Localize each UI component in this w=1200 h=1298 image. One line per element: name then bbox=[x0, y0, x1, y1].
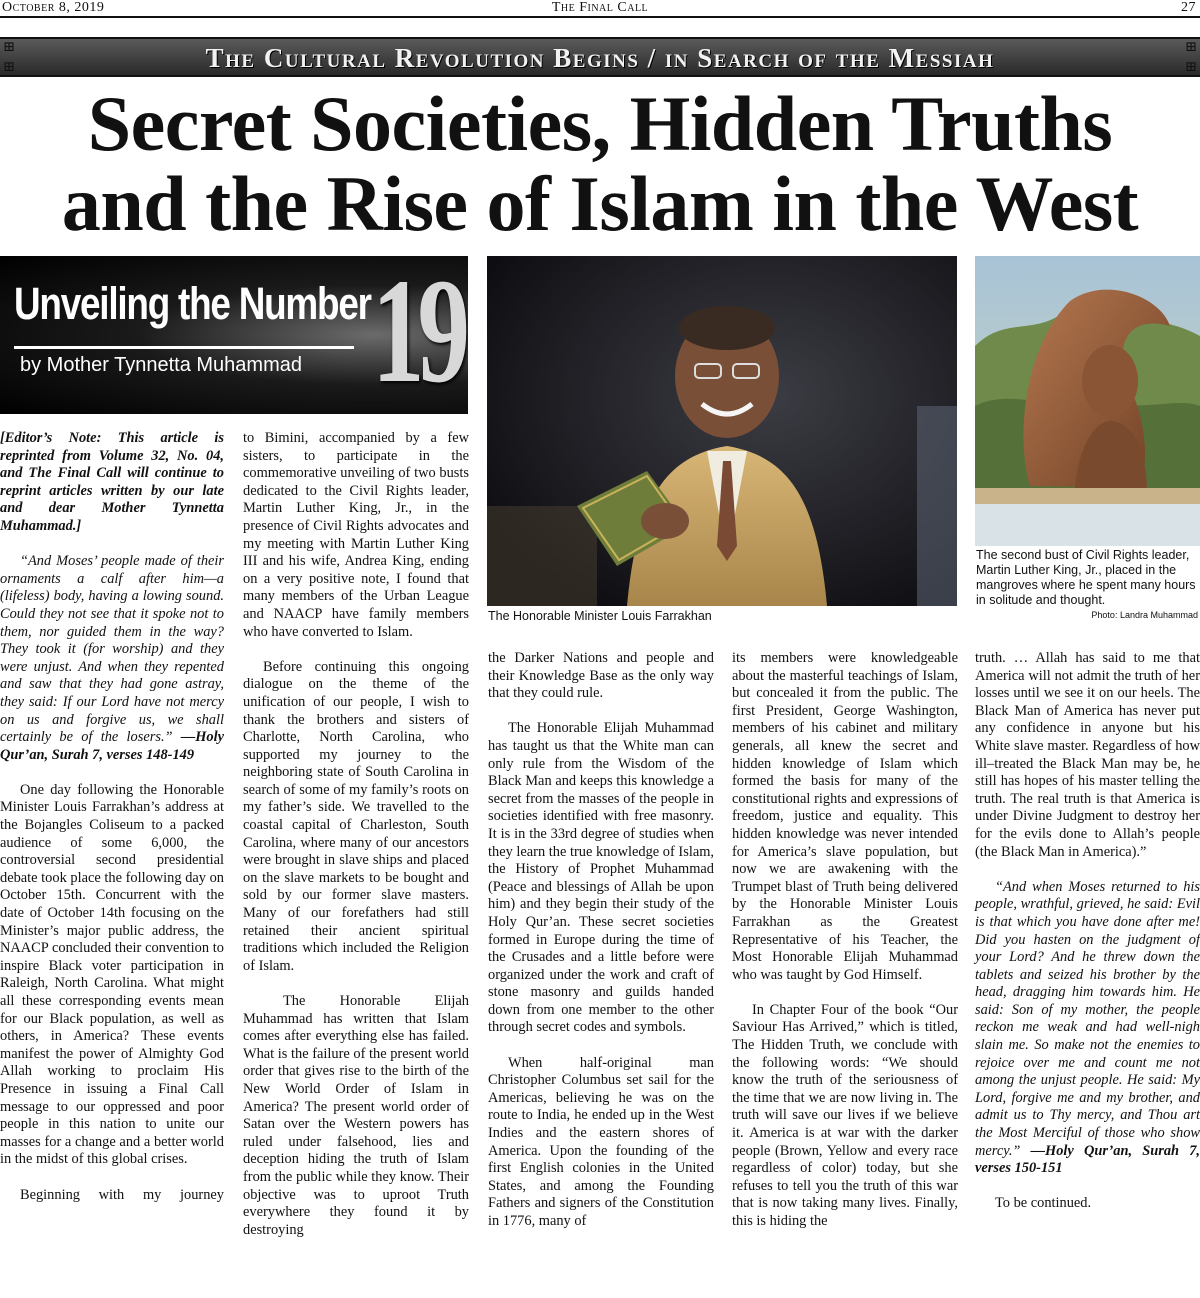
section-banner-title: The Cultural Revolution Begins / in Search of the Messiah bbox=[205, 43, 995, 73]
spacer bbox=[0, 764, 224, 782]
paragraph-3: Before continuing this ongoing dialogue on the theme of the unification of our people, I wish to thank the brothers and sisters of Charlotte, North Carolina, who supported my journey to the neighboring state of South Carolina in search of some of my family’s roots on my father’s side. We travelled to the coastal capital of Charleston, South Carolina, where many of our ancestors were brought in slave ships and placed on the slave markets to be bought and sold by our former slave masters. Many of our forefathers had still retained their ancient spiritual traditions which included the Religion of Islam. bbox=[243, 658, 469, 974]
corner-ornament-icon: ⊞ bbox=[3, 60, 15, 75]
photo-mlk-bust-illustration bbox=[975, 256, 1200, 546]
column-logo-number: 19 bbox=[372, 256, 463, 414]
article-headline bbox=[0, 80, 1200, 247]
corner-ornament-icon: ⊞ bbox=[1185, 40, 1197, 55]
paragraph-6-start: When half-original man Christopher Columbus set sail for the Americas, believing he was on the route to India, he ended up in the West Indies and the eastern shores of America. Upon the founding of the first English colonies in the United States, and among the Founding Fathers and signers of the Constitution in 1776, many of bbox=[488, 1054, 714, 1229]
article-column-1 bbox=[0, 430, 224, 1222]
article-column-2 bbox=[243, 430, 469, 1257]
headline-line-1: Secret Societies, Hidden Truths bbox=[87, 80, 1113, 167]
paragraph-6-continued: its members were knowledgeable about the masterful teachings of Islam, but concealed it from the public. The first President, George Washington, members of his cabinet and military generals, all knew the secret and hidden knowledge of Islam which formed the basis for many of the constitutional rights and expressions of freedom, justice and equality. This hidden knowledge was never intended for America’s slave population, but now we are awakening with the Trumpet blast of Truth being delivered by the Honorable Minister Louis Farrakhan as the Greatest Representative of his Teacher, the Most Honorable Elijah Muhammad who was taught by God Himself. bbox=[732, 650, 958, 983]
closing-quote-text: “And when Moses returned to his people, wrathful, grieved, he said: Evil is that which you have done after me! Did you hasten on the judgment of your Lord? And he threw down the tablets and seized his brother by the head, dragging him towards him. He said: Son of my mother, the people reckon me weak and had well-nigh slain me. So make not the enemies to rejoice over me and count me not among the unjust people. He said: My Lord, forgive me and my brother, and admit us to Thy mercy, and Thou art the Most Merciful of those who show mercy.” bbox=[975, 878, 1200, 1159]
issue-date: October 8, 2019 bbox=[2, 0, 105, 15]
paragraph-2-start: Beginning with my journey bbox=[20, 1186, 224, 1203]
section-banner bbox=[0, 37, 1200, 77]
headline-line-2: and the Rise of Islam in the West bbox=[61, 160, 1139, 247]
paragraph-2-continued: to Bimini, accompanied by a few sisters, to participate in the commemorative unveiling of two busts dedicated to the Civil Rights leader, Martin Luther King, Jr., in the presence of Civil Rights advocates and my meeting with Martin Luther King III and his wife, Andrea King, ending on a very positive note, I found that many members of the Urban League and NAACP have family members who have converted to Islam. bbox=[243, 430, 469, 640]
article-column-3 bbox=[488, 650, 714, 1248]
paragraph-4-start: The Honorable Elijah Muhammad has written that Islam comes after everything else has failed. What is the failure of the present world order that gives rise to the birth of the New World Order of Islam in America? The present world order of Satan over the Western powers has ruled under falsehood, lies and deception hiding the truth of Islam from the public while they know. Their objective was to uproot Truth everywhere they found it by destroying bbox=[243, 993, 469, 1238]
newspaper-name: The Final Call bbox=[551, 0, 649, 15]
corner-ornament-icon: ⊞ bbox=[1185, 60, 1197, 75]
photo-farrakhan bbox=[487, 256, 957, 606]
photo-farrakhan-illustration bbox=[487, 256, 957, 606]
photo-mlk-bust-caption: The second bust of Civil Rights leader, Martin Luther King, Jr., placed in the mangroves where he spent many hours in solitude and thought. bbox=[976, 548, 1196, 607]
paragraph-1: One day following the Honorable Minister Louis Farrakhan’s address at the Bojangles Coliseum to a packed audience of some 6,000, the controversial second presidential debate took place the following day on October 15th. Concurrent with the date of October 14th focusing on the Minister’s major public address, the NAACP concluded their convention to inspire Black voter participation in Raleigh, North Carolina. What might all these corresponding events mean for our Black population, as well as others, in America? These events manifest the power of Almighty God Allah working to proclaim His Presence in issuing a Final Call message to our oppressed and poor people in this nation to unite our masses for a change and a better world in the midst of this global crises. bbox=[0, 781, 224, 1168]
photo-farrakhan-caption: The Honorable Minister Louis Farrakhan bbox=[488, 609, 712, 623]
column-logo-rule bbox=[14, 346, 354, 349]
closing-quote-citation: —Holy Qur’an, Surah 7, verses 150-151 bbox=[975, 1142, 1200, 1177]
corner-ornament-icon: ⊞ bbox=[3, 40, 15, 55]
paragraph-7-start: In Chapter Four of the book “Our Saviour Has Arrived,” which is titled, The Hidden Truth, we conclude with the following words: “We should know the truth of the seriousness of the time that we are now living in. The truth will save our lives if we believe it. America is at war with the darker people (Brown, Yellow and every race regardless of color) today, but she refuses to tell you the truth of this war that is now taking many lives. Finally, this is hiding the bbox=[732, 1001, 958, 1229]
article-column-5 bbox=[975, 650, 1200, 1231]
paragraph-4-continued: the Darker Nations and people and their Knowledge Base as the only way that they could rule. bbox=[488, 650, 714, 702]
photo-credit: Photo: Landra Muhammad bbox=[1091, 610, 1198, 620]
paragraph-7-continued: truth. … Allah has said to me that America will not admit the truth of her losses until we see it on our heels. The Black Man of America has never put any confidence in anyone but his White slave master. Regardless of how ill–treated the Black Man may be, he still has hopes of his master telling the truth. The real truth is that America is under Divine Judgment to destroy her for the evils done to Allah’s people (the Black Man in America).” bbox=[975, 650, 1200, 860]
closing-quote bbox=[975, 879, 1200, 1178]
column-logo-byline: by Mother Tynnetta Muhammad bbox=[20, 354, 302, 376]
article-column-4 bbox=[732, 650, 958, 1248]
opening-quote-text: “And Moses’ people made of their ornaments a calf after him—a (lifeless) body, having a lowing sound. Could they not see that it spoke not to them, nor guided them in the way? They took it (for worship) and they were unjust. And when they repented and saw that they had gone astray, they said: If our Lord have not mercy on us and forgive us, we shall certainly be of the losers.” bbox=[0, 553, 224, 746]
column-logo bbox=[0, 256, 468, 414]
paragraph-5: The Honorable Elijah Muhammad has taught us that the White man can only rule from the Wisdom of the Black Man and keeps this knowledge a secret from the masses of the people in societies identified with free masonry. It is in the 33rd degree of studies when they learn the true knowledge of Islam, the History of Prophet Muhammad (Peace and blessings of Allah be upon him) and they begin their study of the Holy Qur’an. These secret societies formed in Europe during the time of the Crusades and a little before were organized under the work and craft of stone masonry and guilds handed down from one member to the other through secret codes and symbols. bbox=[488, 720, 714, 1036]
opening-quote bbox=[0, 553, 224, 764]
photo-mlk-bust bbox=[975, 256, 1200, 546]
folio-bar bbox=[0, 0, 1200, 18]
column-logo-title: Unveiling the Number bbox=[14, 278, 371, 329]
editors-note: [Editor’s Note: This article is reprinted from Volume 32, No. 04, and The Final Call will continue to reprint articles written by our late and dear Mother Tynnetta Muhammad.] bbox=[0, 430, 224, 534]
opening-quote-citation: —Holy Qur’an, Surah 7, verses 148-149 bbox=[0, 729, 224, 763]
to-be-continued: To be continued. bbox=[995, 1195, 1092, 1212]
page-number: 27 bbox=[1181, 0, 1196, 15]
